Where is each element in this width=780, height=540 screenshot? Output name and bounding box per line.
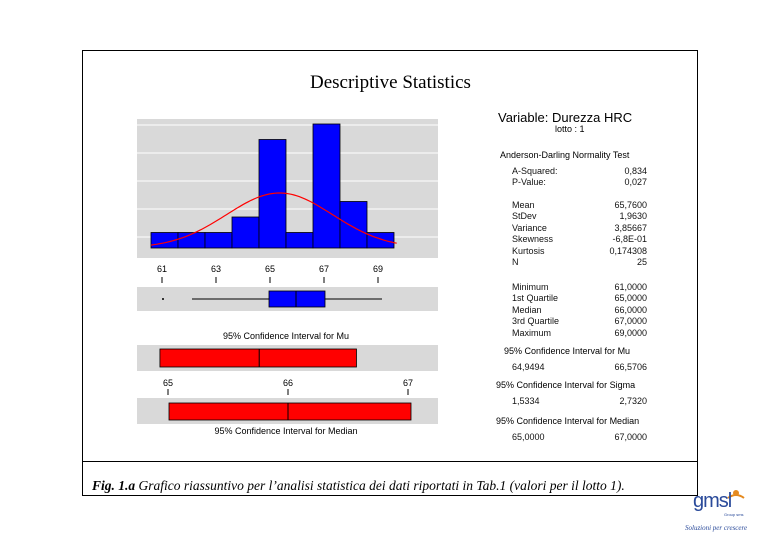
quartile-stat-label: Maximum (512, 327, 552, 338)
x-tick-label: 69 (372, 264, 384, 274)
x-tick-label: 63 (210, 264, 222, 274)
quartile-stat-label: Median (512, 304, 542, 315)
moment-stat-value: 0,174308 (609, 245, 647, 256)
lot-label: lotto : 1 (555, 124, 585, 134)
ci-mu-title: 95% Confidence Interval for Mu (504, 346, 631, 356)
quartile-stat-value: 69,0000 (614, 327, 647, 338)
quartile-stat-value: 61,0000 (614, 282, 647, 292)
moment-stat-label: StDev (512, 211, 537, 222)
caption-text: Grafico riassuntivo per l’analisi statistica dei dati riportati in Tab.1 (valori per il lotto 1). (135, 478, 625, 493)
ci-median-low: 65,0000 (512, 432, 545, 442)
normality-stat-value: 0,027 (624, 177, 647, 188)
chart-title: Descriptive Statistics (310, 72, 471, 93)
quartile-stat-label: Minimum (512, 282, 549, 292)
moment-stat-label: Variance (512, 222, 547, 233)
moment-stat-label: N (512, 257, 519, 268)
moment-stat-value: 1,9630 (619, 211, 647, 222)
normality-stat-label: A-Squared: (512, 166, 558, 176)
quartile-stat-value: 67,0000 (614, 316, 647, 327)
normality-title: Anderson-Darling Normality Test (500, 150, 630, 160)
ci-sigma-low: 1,5334 (512, 396, 540, 406)
ci-mu-label: 95% Confidence Interval for Mu (222, 331, 350, 341)
ci-axis-tick-label: 65 (162, 378, 174, 388)
logo-wordmark: gmsl (693, 490, 732, 512)
quartile-stat-label: 1st Quartile (512, 293, 559, 304)
moment-stat-value: -6,8E-01 (612, 234, 647, 245)
ci-mu-low: 64,9494 (512, 362, 545, 372)
moment-stat-label: Kurtosis (512, 245, 545, 256)
logo-tagline: Soluzioni per crescere (685, 524, 748, 532)
caption-fig-number: Fig. 1.a (92, 478, 136, 493)
x-tick-label: 61 (156, 264, 168, 274)
ci-axis-tick-label: 67 (402, 378, 414, 388)
moment-stat-value: 25 (636, 257, 647, 268)
moment-stat-label: Mean (512, 200, 535, 210)
moment-stat-value: 3,85667 (614, 222, 647, 233)
ci-median-high: 67,0000 (614, 432, 647, 442)
ci-sigma-high: 2,7320 (619, 396, 647, 406)
variable-title: Variable: Durezza HRC (498, 110, 633, 125)
ci-sigma-title: 95% Confidence Interval for Sigma (496, 380, 636, 390)
quartile-stat-label: 3rd Quartile (512, 316, 560, 327)
ci-median-label: 95% Confidence Interval for Median (214, 426, 358, 436)
moment-stat-value: 65,7600 (614, 200, 647, 210)
x-tick-label: 67 (318, 264, 330, 274)
ci-median-title: 95% Confidence Interval for Median (496, 416, 640, 426)
logo-subtext: Group sms (724, 512, 744, 517)
quartile-stat-value: 65,0000 (614, 293, 647, 304)
ci-axis-tick-label: 66 (282, 378, 294, 388)
normality-stat-value: 0,834 (624, 166, 647, 176)
x-tick-label: 65 (264, 264, 276, 274)
normality-stat-label: P-Value: (512, 177, 546, 188)
moment-stat-label: Skewness (512, 234, 554, 245)
ci-mu-high: 66,5706 (614, 362, 647, 372)
quartile-stat-value: 66,0000 (614, 304, 647, 315)
